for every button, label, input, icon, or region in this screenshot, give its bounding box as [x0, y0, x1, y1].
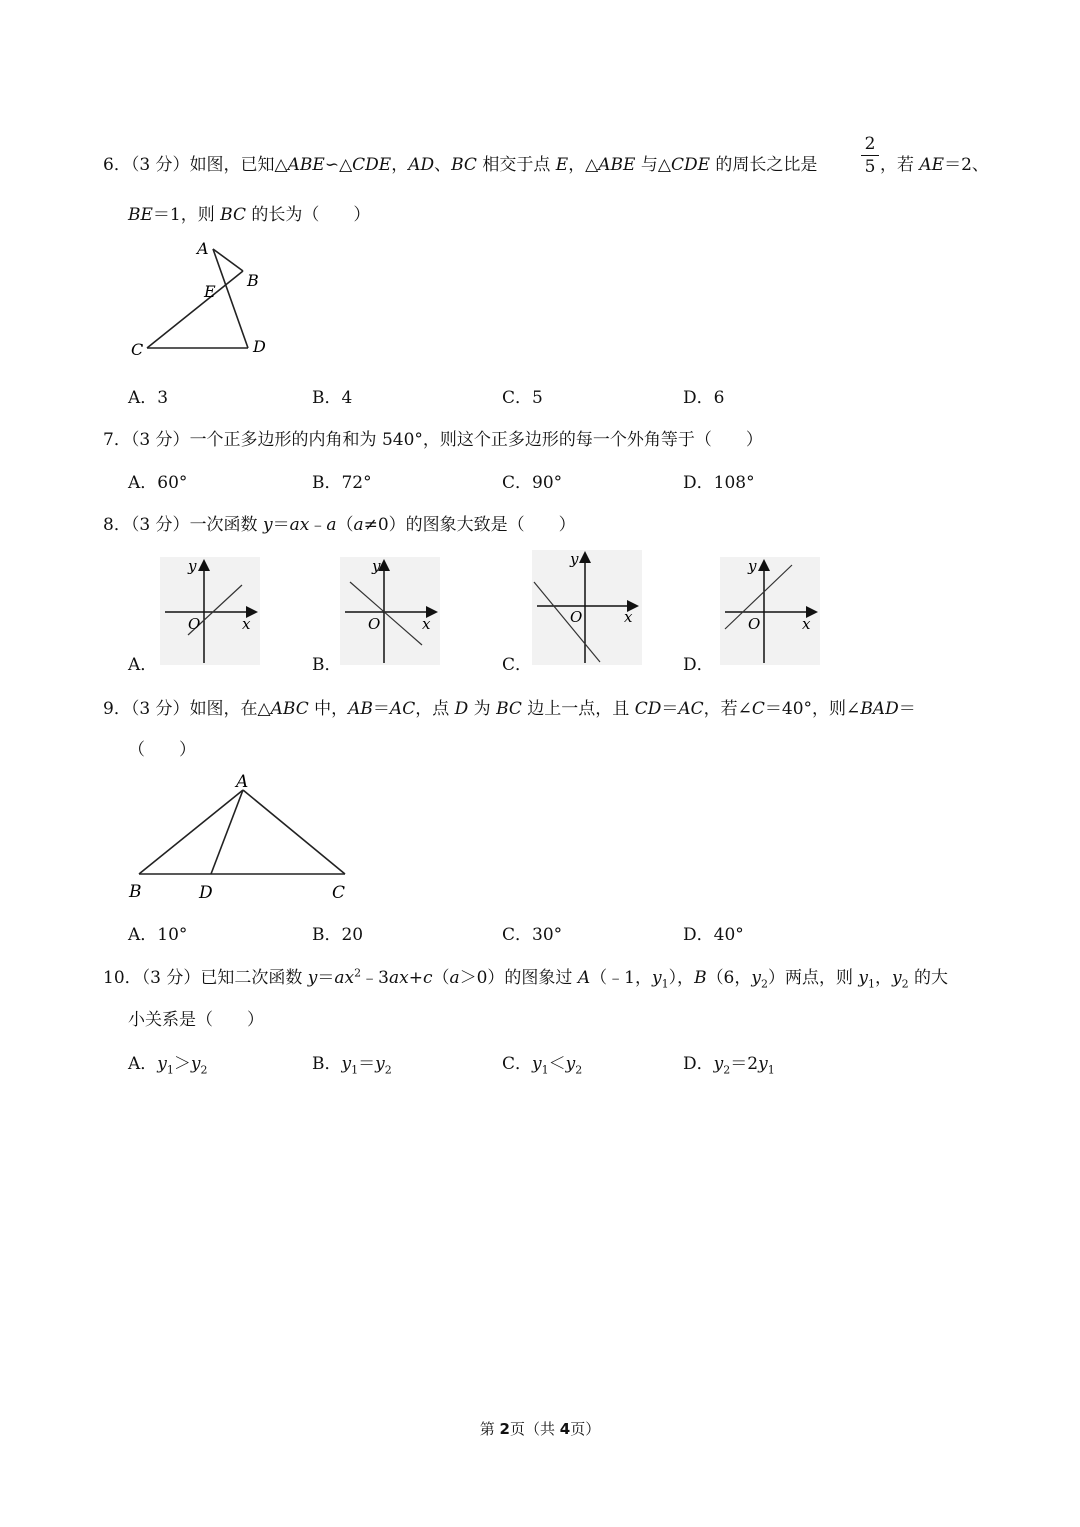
- graph-a: [160, 557, 260, 665]
- segment-ad: [213, 249, 248, 348]
- segment-ac: [243, 790, 345, 874]
- point-label-b: B: [247, 271, 259, 290]
- question-number: 6: [103, 155, 114, 175]
- option-b[interactable]: B．4: [312, 388, 353, 408]
- option-d[interactable]: D．108°: [683, 473, 755, 493]
- x-label: x: [242, 615, 251, 633]
- option-a[interactable]: A．: [128, 655, 158, 675]
- option-c[interactable]: C．30°: [502, 925, 563, 945]
- point-label-c: C: [332, 883, 346, 903]
- question-9-line-1: 9．（3 分）如图，在△ABC 中，AB＝AC，点 D 为 BC 边上一点，且 CD＝AC，若∠C＝40°，则∠BAD＝: [103, 699, 916, 719]
- question-9-figure: [125, 768, 360, 903]
- segment-bc: [147, 271, 243, 348]
- fraction-denominator: 5: [864, 157, 876, 177]
- origin-label: O: [570, 608, 583, 626]
- question-number: 9: [103, 699, 114, 719]
- x-label: x: [802, 615, 811, 633]
- origin-label: O: [748, 615, 761, 633]
- function-line: [534, 582, 600, 662]
- x-label: x: [422, 615, 431, 633]
- option-d[interactable]: D．$y_2=2y_1$: [683, 1054, 775, 1077]
- graph-c: [532, 550, 642, 665]
- total-pages: 4: [559, 1420, 571, 1438]
- y-label: y: [748, 557, 757, 575]
- origin-label: O: [188, 615, 201, 633]
- option-b[interactable]: B．: [312, 655, 342, 675]
- option-d[interactable]: D．40°: [683, 925, 744, 945]
- point-label-d: D: [199, 883, 213, 903]
- y-label: y: [188, 557, 197, 575]
- y-label: y: [570, 550, 579, 568]
- question-10-line-1: 10．（3 分）已知二次函数 $y=ax^2﹣3ax+c(a>0)$的图象过 A（﹣1，$y_1$），B（6，$y_2$）两点，则 $y_1$，$y_2$ 的大: [103, 966, 949, 991]
- question-number: 10: [103, 968, 125, 988]
- option-a[interactable]: A．10°: [128, 925, 188, 945]
- fraction-numerator: 2: [864, 134, 876, 154]
- option-a[interactable]: A．60°: [128, 473, 188, 493]
- question-6-figure: [125, 235, 285, 365]
- question-10-line-2: 小关系是（ ）: [128, 1010, 264, 1030]
- option-d[interactable]: D．6: [683, 388, 725, 408]
- option-c[interactable]: C．90°: [502, 473, 563, 493]
- function-line: [350, 582, 422, 645]
- y-label: y: [372, 557, 381, 575]
- point-label-a: A: [236, 772, 249, 792]
- x-label: x: [624, 608, 633, 626]
- option-c[interactable]: C．: [502, 655, 533, 675]
- question-9-line-2: （ ）: [128, 740, 196, 760]
- question-number: 7: [103, 430, 114, 450]
- option-a[interactable]: A．3: [128, 388, 169, 408]
- question-8-line: 8．（3 分）一次函数 y＝ax﹣a（a≠0）的图象大致是（ ）: [103, 515, 576, 535]
- question-number: 8: [103, 515, 114, 535]
- graph-b: [340, 557, 440, 665]
- option-b[interactable]: B．72°: [312, 473, 372, 493]
- page-footer: 第 2页（共 4页）: [479, 1420, 601, 1438]
- question-6-line-1: 6．（3 分）如图，已知△ABE∽△CDE，AD、BC 相交于点 E，△ABE 与△CDE 的周长之比是: [103, 155, 818, 175]
- fraction: [861, 134, 879, 177]
- point-label-e: E: [204, 282, 216, 301]
- option-c[interactable]: C．5: [502, 388, 543, 408]
- question-7-line: 7．（3 分）一个正多边形的内角和为 540°，则这个正多边形的每一个外角等于（ ）: [103, 430, 763, 450]
- option-c[interactable]: C．$y_1<y_2$: [502, 1054, 583, 1077]
- point-label-a: A: [197, 239, 209, 258]
- option-b[interactable]: B．20: [312, 925, 364, 945]
- option-d[interactable]: D．: [683, 655, 714, 675]
- point-label-b: B: [129, 882, 142, 902]
- fraction-bar: [861, 155, 879, 156]
- option-b[interactable]: B．$y_1=y_2$: [312, 1054, 392, 1077]
- current-page: 2: [499, 1420, 510, 1438]
- point-label-c: C: [131, 340, 144, 359]
- point-label-d: D: [253, 337, 266, 356]
- graph-d: [720, 557, 820, 665]
- origin-label: O: [368, 615, 381, 633]
- option-a[interactable]: A．$y_1>y_2$: [128, 1054, 208, 1077]
- question-6-line-2: BE＝1，则 BC 的长为（ ）: [128, 205, 371, 225]
- question-6-line-1-tail: ，若 AE＝2、: [880, 155, 989, 175]
